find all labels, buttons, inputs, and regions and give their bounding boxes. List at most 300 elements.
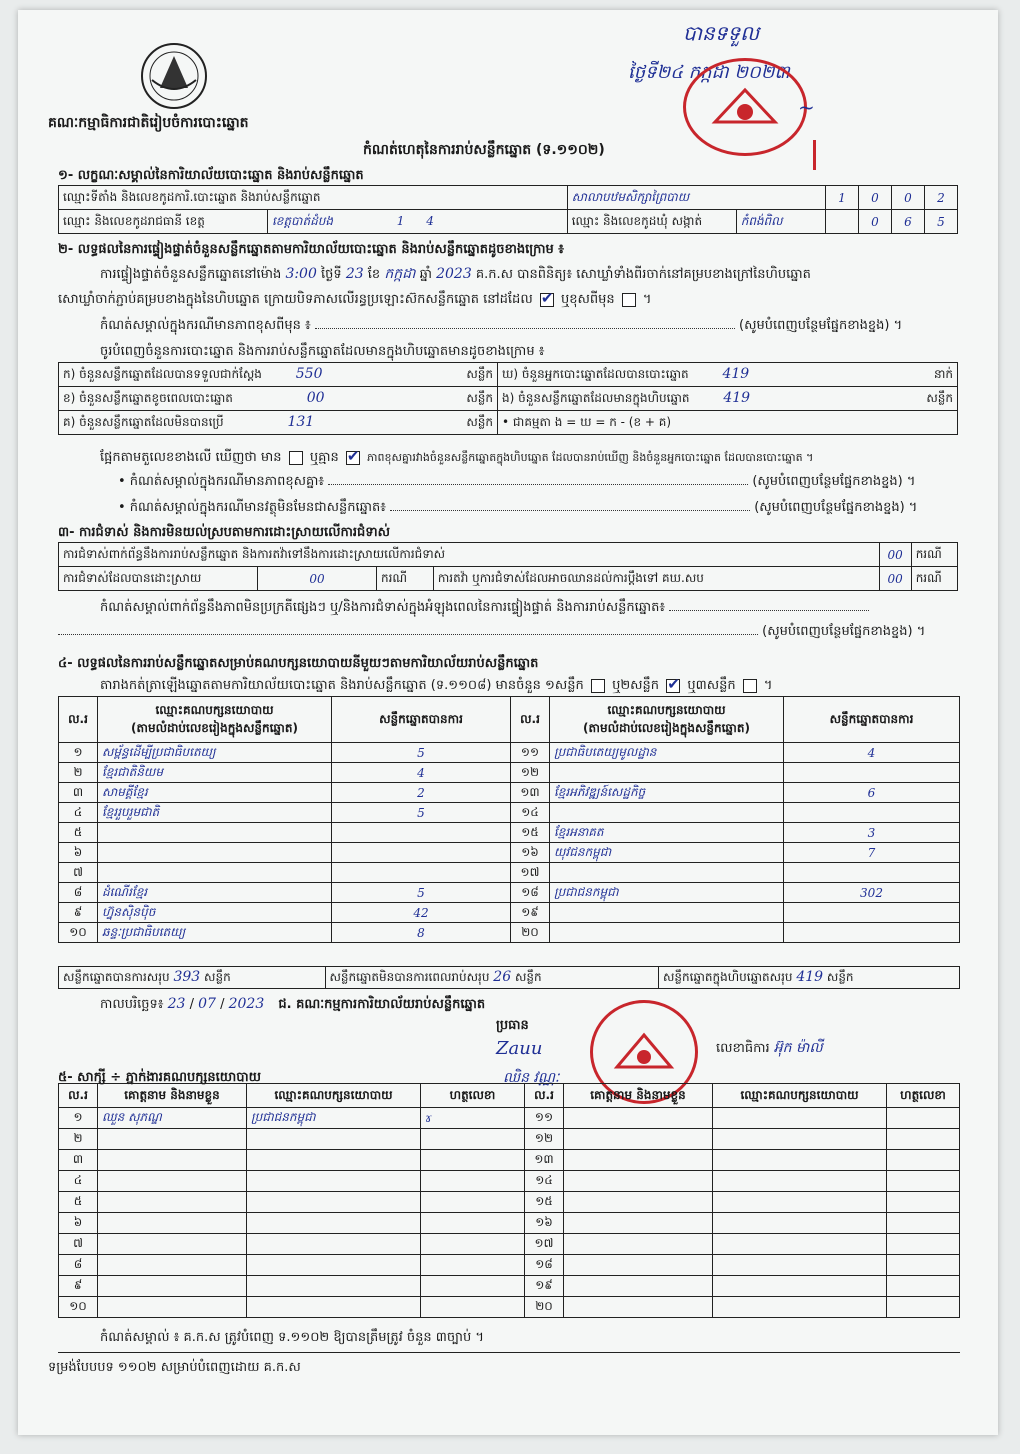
- count-kh-label: ខ) ចំនួនសន្លឹកឆ្នោតខូចពេលបោះឆ្នោត: [63, 390, 233, 405]
- date-line: កាលបរិច្ឆេទ៖ 23 / 07 / 2023 ជ. គណៈកម្មការការិយាល័យរាប់សន្លឹកឆ្នោត: [100, 996, 486, 1012]
- province-label: ឈ្មោះ និងលេខកូដរាជធានី ខេត្ត: [59, 210, 268, 234]
- w-party-left: [247, 1297, 421, 1318]
- w-row-no-right: ១៨: [525, 1255, 564, 1276]
- party-name-right: [550, 903, 784, 923]
- party-name-right: ខ្មែរអភិវឌ្ឍន៍សេដ្ឋកិច្ច: [550, 783, 784, 803]
- verify-time: 3:00: [285, 266, 317, 282]
- w-sign-right: [887, 1276, 960, 1297]
- results-row: [59, 803, 960, 823]
- count-g-label: គ) ចំនួនសន្លឹកឆ្នោតដែលមិនបានប្រើ: [63, 414, 224, 429]
- same-checkbox[interactable]: [540, 293, 554, 307]
- row-no-left: ៥: [59, 823, 98, 843]
- objection-r2-unit: ករណី: [377, 567, 434, 591]
- col-party-left: [98, 697, 332, 743]
- w-row-no-right: ១៣: [525, 1150, 564, 1171]
- footer-divider: [58, 1352, 960, 1353]
- w-sign-right: [887, 1129, 960, 1150]
- objection-r3-label: ការតវ៉ា ឬការជំទាស់ដែលអាចឈានដល់ការប្ដឹងទៅ គឃ.សប: [433, 567, 879, 591]
- party-name-left: សាមគ្គីខ្មែរ: [98, 783, 332, 803]
- w-row-no-right: ១៤: [525, 1171, 564, 1192]
- row-no-left: ៤: [59, 803, 98, 823]
- province-name: [268, 210, 568, 234]
- date-year: 2023: [228, 996, 265, 1012]
- row-no-right: ១៧: [511, 863, 550, 883]
- votes-right: [784, 923, 960, 943]
- counts-intro: ចូរបំពេញចំនួនការបោះឆ្នោត និងការរាប់សន្លឹកឆ្នោតដែលមានក្នុងហិបឆ្នោតមានដូចខាងក្រោម ៖: [100, 344, 545, 359]
- sheet2-checkbox[interactable]: [666, 679, 680, 693]
- section3-heading: ៣- ការជំទាស់ និងការមិនយល់ស្របតាមការដោះស្រាយលើការជំទាស់: [58, 525, 390, 540]
- date-month: 07: [198, 996, 216, 1012]
- party-name-left: សម្ព័ន្ធដើម្បីប្រជាធិបតេយ្យ: [98, 743, 332, 763]
- w-name-right: [564, 1297, 713, 1318]
- commune-code-1: 0: [859, 210, 892, 234]
- bullet-foreign-label: • កំណត់សម្គាល់ក្នុងករណីមានវត្ថុមិនមែនជាសន្លឹកឆ្នោត៖: [118, 500, 386, 515]
- station-name: សាលាបឋមសិក្សាព្រៃបាយ: [567, 186, 825, 210]
- w-row-no-left: ៣: [59, 1150, 98, 1171]
- party-name-right: ប្រជាធិបតេយ្យមូលដ្ឋាន: [550, 743, 784, 763]
- count-kh-unit: សន្លឹក: [466, 390, 493, 405]
- votes-left: [332, 823, 511, 843]
- w-name-left: [98, 1213, 247, 1234]
- verify-text-d: ឆ្នាំ: [419, 267, 432, 282]
- votes-right: 6: [784, 783, 960, 803]
- w-row-no-right: ១២: [525, 1129, 564, 1150]
- w-sign-left: [421, 1171, 525, 1192]
- chair-name: ឈិន វណ្ណៈ: [503, 1070, 560, 1086]
- changed-checkbox[interactable]: [622, 293, 636, 307]
- w-name-left: [98, 1150, 247, 1171]
- total-inbox-unit: សន្លឹក: [826, 969, 854, 984]
- verify-line: [100, 266, 811, 283]
- w-sign-right: [887, 1213, 960, 1234]
- objection-note-label: កំណត់សម្គាល់ពាក់ព័ន្ធនឹងភាពមិនប្រក្រតីផ្សេងៗ ឬ/និងការជំទាស់ក្នុងអំឡុងពេលនៃការផ្ទៀងផ្ទាត់ និងការរាប់សន្លឹកឆ្នោត៖: [100, 600, 666, 615]
- party-name-right: យុវជនកម្ពុជា: [550, 843, 784, 863]
- count-kh: [59, 387, 498, 411]
- votes-left: 2: [332, 783, 511, 803]
- w-party-left: [247, 1150, 421, 1171]
- votes-right: [784, 803, 960, 823]
- w-party-right: [713, 1213, 887, 1234]
- w-name-right: [564, 1108, 713, 1129]
- row-no-left: ៩: [59, 903, 98, 923]
- commune-code-3: 5: [925, 210, 958, 234]
- province-name-text: ខេត្តបាត់ដំបង: [272, 213, 333, 228]
- w-row-no-left: ២: [59, 1129, 98, 1150]
- w-col-party-left: ឈ្មោះគណបក្សនយោបាយ: [247, 1084, 421, 1108]
- w-party-right: [713, 1276, 887, 1297]
- date-day: 23: [167, 996, 186, 1012]
- row-no-right: ២០: [511, 923, 550, 943]
- has-diff-checkbox[interactable]: [289, 451, 303, 465]
- count-ng-value: 419: [723, 389, 751, 406]
- commission-name: គណៈកម្មាធិការជាតិរៀបចំការបោះឆ្នោត: [48, 115, 249, 131]
- total-inbox-label: សន្លឹកឆ្នោតក្នុងហិបឆ្នោតសរុប: [663, 969, 793, 984]
- votes-left: 5: [332, 743, 511, 763]
- col-party-left-title: ឈ្មោះគណបក្សនយោបាយ: [155, 702, 274, 717]
- count-ng-unit: សន្លឹក: [926, 390, 953, 405]
- votes-right: 302: [784, 883, 960, 903]
- secretary-line: [716, 1040, 823, 1057]
- col-party-right-title: ឈ្មោះគណបក្សនយោបាយ: [607, 702, 726, 717]
- total-inbox: [659, 967, 960, 989]
- col-party-right: [550, 697, 784, 743]
- w-row-no-right: ១៥: [525, 1192, 564, 1213]
- w-row-no-right: ១៧: [525, 1234, 564, 1255]
- row-no-left: ៧: [59, 863, 98, 883]
- commune-code-2: 6: [892, 210, 925, 234]
- results-row: [59, 823, 960, 843]
- footer-note: កំណត់សម្គាល់ ៖ គ.ក.ស ត្រូវបំពេញ ទ.១១០២ ឱ្យបានត្រឹមត្រូវ ចំនួន ៣ច្បាប់ ។: [100, 1330, 484, 1345]
- section5-heading: ៥- សាក្សី ÷ ភ្នាក់ងារគណបក្សនយោបាយ: [58, 1070, 261, 1085]
- count-gh-unit: នាក់: [933, 366, 953, 381]
- count-ng: [498, 387, 958, 411]
- lock-text: សោឃ្លាំចាក់ភ្ជាប់គម្របខាងក្នុងនៃហិបឆ្នោត ក្រោយបិទភាសលើរន្ធប្រឡោះស៊កសន្លឹកឆ្នោត នៅដដែល: [58, 292, 533, 307]
- count-kh-value: 00: [306, 389, 325, 406]
- station-code-3: 0: [892, 186, 925, 210]
- w-name-left: [98, 1171, 247, 1192]
- row-no-right: ១៣: [511, 783, 550, 803]
- col-no-left: ល.រ: [59, 697, 98, 743]
- w-party-right: [713, 1171, 887, 1192]
- w-name-left: [98, 1297, 247, 1318]
- party-name-left: ខ្មែរជាតិនិយម: [98, 763, 332, 783]
- votes-left: [332, 863, 511, 883]
- w-col-sign-left: ហត្ថលេខា: [421, 1084, 525, 1108]
- fill-more-1: (សូមបំពេញបន្ថែមផ្នែកខាងខ្នង) ។: [739, 318, 903, 333]
- count-gh-label: ឃ) ចំនួនអ្នកបោះឆ្នោតដែលបានបោះឆ្នោត: [502, 366, 689, 381]
- totals-table: [58, 966, 960, 989]
- w-name-right: [564, 1276, 713, 1297]
- w-sign-right: [887, 1108, 960, 1129]
- row-no-left: ១០: [59, 923, 98, 943]
- received-date: ថ្ងៃទី២៤ កក្កដា ២០២៣: [628, 62, 790, 83]
- w-party-right: [713, 1108, 887, 1129]
- w-name-left: [98, 1234, 247, 1255]
- row-no-right: ១៦: [511, 843, 550, 863]
- w-name-right: [564, 1171, 713, 1192]
- witness-row: [59, 1108, 960, 1129]
- w-sign-right: [887, 1297, 960, 1318]
- bullet-diff-label: • កំណត់សម្គាល់ក្នុងករណីមានភាពខុសគ្នា៖: [118, 474, 325, 489]
- receiver-signature: ~: [798, 95, 815, 119]
- objection-r3-unit: ករណី: [911, 567, 957, 591]
- diff-text-a: ផ្អែកតាមតួលេខខាងលើ ឃើញថា មាន: [100, 450, 282, 465]
- w-row-no-left: ១: [59, 1108, 98, 1129]
- verify-text-e: គ.ក.ស បានពិនិត្យ៖ សោឃ្លាំទាំងពីរចាក់នៅគម្របខាងក្រៅនៃហិបឆ្នោត: [475, 267, 811, 282]
- results-row: [59, 783, 960, 803]
- form-page: [18, 10, 998, 1435]
- objection-r2-value: 00: [258, 567, 377, 591]
- row-no-left: ៦: [59, 843, 98, 863]
- w-party-right: [713, 1255, 887, 1276]
- col-votes-right: សន្លឹកឆ្នោតបានការ: [784, 697, 960, 743]
- w-party-left: [247, 1276, 421, 1297]
- w-party-left: [247, 1213, 421, 1234]
- section4-heading: ៤- លទ្ធផលនៃការរាប់សន្លឹកឆ្នោតសម្រាប់គណបក្សនយោបាយនីមួយៗតាមការិយាល័យរាប់សន្លឹកឆ្នោត: [58, 656, 539, 671]
- total-invalid-value: 26: [493, 968, 512, 985]
- count-ng-label: ង) ចំនួនសន្លឹកឆ្នោតដែលមានក្នុងហិបឆ្នោត: [502, 390, 690, 405]
- w-name-left: [98, 1255, 247, 1276]
- votes-left: 8: [332, 923, 511, 943]
- col-party-right-sub: (តាមលំដាប់លេខរៀងក្នុងសន្លឹកឆ្នោត): [583, 720, 750, 735]
- objection-r1-label: ការជំទាស់ពាក់ព័ន្ធនឹងការរាប់សន្លឹកឆ្នោត និងការតវ៉ាទៅនឹងការដោះស្រាយលើការជំទាស់: [59, 543, 880, 567]
- w-sign-left: [421, 1129, 525, 1150]
- party-name-left: ខ្មែររួបរួមជាតិ: [98, 803, 332, 823]
- verify-text-c: ខែ: [367, 267, 381, 282]
- party-name-left: [98, 823, 332, 843]
- bullet-foreign: [118, 500, 960, 516]
- footer-form: ទម្រង់បែបបទ ១១០២ សម្រាប់បំពេញដោយ គ.ក.ស: [48, 1360, 301, 1375]
- votes-left: 42: [332, 903, 511, 923]
- w-sign-right: [887, 1255, 960, 1276]
- witness-row: [59, 1234, 960, 1255]
- note-diff-line: [100, 318, 960, 334]
- party-name-right: [550, 863, 784, 883]
- results-row: [59, 843, 960, 863]
- w-sign-right: [887, 1171, 960, 1192]
- sheet2-label: ឬ២សន្លឹក: [612, 678, 660, 693]
- w-row-no-left: ១០: [59, 1297, 98, 1318]
- w-name-right: [564, 1234, 713, 1255]
- party-name-right: ខ្មែរអនាគត: [550, 823, 784, 843]
- col-party-left-sub: (តាមលំដាប់លេខរៀងក្នុងសន្លឹកឆ្នោត): [131, 720, 298, 735]
- party-name-right: [550, 803, 784, 823]
- w-party-left: [247, 1255, 421, 1276]
- w-name-left: [98, 1276, 247, 1297]
- w-name-left: [98, 1129, 247, 1150]
- w-col-sign-right: ហត្ថលេខា: [887, 1084, 960, 1108]
- received-stamp: [683, 58, 807, 156]
- w-row-no-right: ១៦: [525, 1213, 564, 1234]
- results-row: [59, 763, 960, 783]
- witness-row: [59, 1129, 960, 1150]
- objection-r1-unit: ករណី: [911, 543, 957, 567]
- row-no-right: ១៤: [511, 803, 550, 823]
- votes-right: [784, 903, 960, 923]
- verify-year: 2023: [436, 266, 472, 282]
- w-name-left: [98, 1192, 247, 1213]
- station-code-4: 2: [925, 186, 958, 210]
- w-col-name-right: គោត្តនាម និងនាមខ្លួន: [564, 1084, 713, 1108]
- results-row: [59, 863, 960, 883]
- verify-text-a: ការផ្ទៀងផ្ទាត់ចំនួនសន្លឹកឆ្នោតនៅម៉ោង: [100, 267, 282, 282]
- diff-line: [100, 450, 813, 466]
- row-no-right: ១២: [511, 763, 550, 783]
- diff-text-b: ឬគ្មាន: [309, 450, 339, 465]
- count-g: [59, 411, 498, 435]
- w-party-left: [247, 1129, 421, 1150]
- votes-right: 4: [784, 743, 960, 763]
- total-valid-value: 393: [173, 968, 201, 985]
- results-row: [59, 883, 960, 903]
- station-id-table: [58, 185, 958, 234]
- count-k: [59, 363, 498, 387]
- row-no-right: ១៩: [511, 903, 550, 923]
- note-diff-label: កំណត់សម្គាល់ក្នុងករណីមានភាពខុសពីមុន ៖: [100, 318, 311, 333]
- total-invalid-unit: សន្លឹក: [514, 969, 542, 984]
- commune-name: កំពង់ពិល: [736, 210, 825, 234]
- w-party-right: [713, 1192, 887, 1213]
- witness-row: [59, 1192, 960, 1213]
- votes-right: [784, 763, 960, 783]
- w-row-no-left: ៤: [59, 1171, 98, 1192]
- commune-label: ឈ្មោះ និងលេខកូដឃុំ សង្កាត់: [567, 210, 736, 234]
- sheet3-checkbox[interactable]: [743, 679, 757, 693]
- no-diff-checkbox[interactable]: [346, 451, 360, 465]
- col-no-right: ល.រ: [511, 697, 550, 743]
- results-row: [59, 923, 960, 943]
- province-code-1: 1: [396, 213, 405, 228]
- party-name-left: ដំណើរខ្មែរ: [98, 883, 332, 903]
- commune-code-blank: [826, 210, 859, 234]
- votes-right: 3: [784, 823, 960, 843]
- sheet-count-line: តារាងកត់ត្រាឡើងឆ្នោតតាមការិយាល័យបោះឆ្នោត និងរាប់សន្លឹកឆ្នោត (ទ.១១០៨) មានចំនួន ១សន្លឹក ឬ២សន្លឹក ✔ ឬ៣សន្លឹក ។: [100, 678, 772, 694]
- row-no-right: ១៥: [511, 823, 550, 843]
- w-party-left: ប្រជាជនកម្ពុជា: [247, 1108, 421, 1129]
- verify-text-b: ថ្ងៃទី: [321, 267, 342, 282]
- sheet1-checkbox[interactable]: [591, 679, 605, 693]
- w-party-right: [713, 1150, 887, 1171]
- diff-text-c: ភាពខុសគ្នារវាងចំនួនសន្លឹកឆ្នោតក្នុងហិបឆ្នោត ដែលបានរាប់ឃើញ និងចំនួនអ្នកបោះឆ្នោត ដែលបានបោះឆ្នោត ។: [367, 451, 814, 464]
- witness-row: [59, 1171, 960, 1192]
- witness-row: [59, 1297, 960, 1318]
- w-party-right: [713, 1234, 887, 1255]
- red-mark: [813, 140, 816, 170]
- witness-row: [59, 1213, 960, 1234]
- changed-label: ឬខុសពីមុន: [560, 292, 615, 307]
- results-row: [59, 743, 960, 763]
- party-name-left: ឆន្ទៈប្រជាធិបតេយ្យ: [98, 923, 332, 943]
- witness-row: [59, 1276, 960, 1297]
- w-sign-left: ɤ: [421, 1108, 525, 1129]
- w-sign-right: [887, 1150, 960, 1171]
- w-name-right: [564, 1213, 713, 1234]
- w-row-no-left: ៩: [59, 1276, 98, 1297]
- row-no-right: ១៨: [511, 883, 550, 903]
- objection-r3-value: 00: [879, 567, 911, 591]
- votes-left: 5: [332, 803, 511, 823]
- received-note: បានទទួល: [683, 21, 760, 45]
- chair-label: ប្រធាន: [496, 1018, 529, 1033]
- section1-heading: ១- លក្ខណៈសម្គាល់នៃការិយាល័យបោះឆ្នោត និងរាប់សន្លឹកឆ្នោត: [58, 168, 364, 183]
- w-party-left: [247, 1192, 421, 1213]
- total-invalid: [325, 967, 659, 989]
- sheet-count-text: តារាងកត់ត្រាឡើងឆ្នោតតាមការិយាល័យបោះឆ្នោត និងរាប់សន្លឹកឆ្នោត (ទ.១១០៨) មានចំនួន ១សន្លឹក: [100, 678, 584, 693]
- w-party-right: [713, 1297, 887, 1318]
- total-valid: [59, 967, 326, 989]
- section2-heading: ២- លទ្ធផលនៃការផ្ទៀងផ្ទាត់ចំនួនសន្លឹកឆ្នោតតាមការិយាល័យបោះឆ្នោត និងរាប់សន្លឹកឆ្នោតដូចខាងក្រោម ៖: [58, 242, 564, 257]
- total-inbox-value: 419: [796, 968, 824, 985]
- row-no-left: ១: [59, 743, 98, 763]
- w-party-left: [247, 1171, 421, 1192]
- w-sign-left: [421, 1297, 525, 1318]
- w-name-right: [564, 1255, 713, 1276]
- w-sign-left: [421, 1192, 525, 1213]
- votes-left: 4: [332, 763, 511, 783]
- w-sign-left: [421, 1213, 525, 1234]
- w-row-no-right: ១៩: [525, 1276, 564, 1297]
- total-valid-unit: សន្លឹក: [204, 969, 231, 984]
- row-no-left: ២: [59, 763, 98, 783]
- count-k-label: ក) ចំនួនសន្លឹកឆ្នោតដែលបានទទួលជាក់ស្តែង: [63, 366, 262, 381]
- province-code-2: 4: [426, 213, 434, 228]
- row-no-left: ៣: [59, 783, 98, 803]
- date-label: កាលបរិច្ឆេទ៖: [100, 997, 164, 1012]
- w-row-no-right: ១១: [525, 1108, 564, 1129]
- row-no-right: ១១: [511, 743, 550, 763]
- w-name-right: [564, 1192, 713, 1213]
- objection-r2-label: ការជំទាស់ដែលបានដោះស្រាយ: [59, 567, 258, 591]
- w-row-no-left: ៦: [59, 1213, 98, 1234]
- votes-right: [784, 863, 960, 883]
- secretary-label: លេខាធិការ: [716, 1041, 770, 1056]
- nec-logo: [138, 40, 210, 112]
- verify-day: 23: [345, 266, 364, 282]
- w-sign-right: [887, 1192, 960, 1213]
- committee-label: ជ. គណៈកម្មការការិយាល័យរាប់សន្លឹកឆ្នោត: [278, 997, 486, 1012]
- witness-row: [59, 1255, 960, 1276]
- witness-row: [59, 1150, 960, 1171]
- party-name-right: ប្រជាជនកម្ពុជា: [550, 883, 784, 903]
- w-row-no-left: ៧: [59, 1234, 98, 1255]
- votes-right: 7: [784, 843, 960, 863]
- count-k-unit: សន្លឹក: [466, 366, 493, 381]
- party-name-left: [98, 863, 332, 883]
- w-sign-left: [421, 1234, 525, 1255]
- w-sign-left: [421, 1276, 525, 1297]
- count-g-value: 131: [287, 413, 315, 430]
- w-sign-left: [421, 1255, 525, 1276]
- party-name-right: [550, 923, 784, 943]
- fill-more-3: (សូមបំពេញបន្ថែមផ្នែកខាងខ្នង) ។: [754, 500, 918, 515]
- w-col-party-right: ឈ្មោះគណបក្សនយោបាយ: [713, 1084, 887, 1108]
- w-name-left: ឈួន សុភណ្ឌ: [98, 1108, 247, 1129]
- w-col-no-right: ល.រ: [525, 1084, 564, 1108]
- witness-table: [58, 1083, 960, 1318]
- sheet3-label: ឬ៣សន្លឹក: [687, 678, 736, 693]
- secretary-name: អ៊ុក ម៉ាលី: [773, 1040, 823, 1056]
- count-k-value: 550: [295, 365, 323, 382]
- w-row-no-left: ៨: [59, 1255, 98, 1276]
- count-gh: [498, 363, 958, 387]
- chair-signature: Zauu: [496, 1038, 543, 1059]
- party-results-table: [58, 696, 960, 943]
- w-col-name-left: គោត្តនាម និងនាមខ្លួន: [98, 1084, 247, 1108]
- station-code-2: 0: [859, 186, 892, 210]
- bullet-diff: [118, 474, 960, 490]
- w-sign-left: [421, 1150, 525, 1171]
- w-name-right: [564, 1150, 713, 1171]
- votes-left: 5: [332, 883, 511, 903]
- w-row-no-right: ២០: [525, 1297, 564, 1318]
- party-name-right: [550, 763, 784, 783]
- fill-more-4: (សូមបំពេញបន្ថែមផ្នែកខាងខ្នង) ។: [762, 624, 926, 639]
- count-gh-value: 419: [722, 365, 750, 382]
- party-name-left: [98, 843, 332, 863]
- w-party-left: [247, 1234, 421, 1255]
- votes-left: [332, 843, 511, 863]
- formula: • ជាគម្មតា ង = ឃ = ក - (ខ + គ): [498, 411, 958, 435]
- objection-note: [100, 600, 869, 616]
- total-invalid-label: សន្លឹកឆ្នោតមិនបានការពេលរាប់សរុប: [329, 969, 490, 984]
- w-party-right: [713, 1129, 887, 1150]
- party-name-left: ហ្វ៊ុនស៊ិនប៉ិច: [98, 903, 332, 923]
- verify-month: កក្កដា: [384, 266, 416, 282]
- station-label: ឈ្មោះទីតាំង និងលេខកូដការិ.បោះឆ្នោត និងរាប់សន្លឹកឆ្នោត: [59, 186, 568, 210]
- results-row: [59, 903, 960, 923]
- fill-more-2: (សូមបំពេញបន្ថែមផ្នែកខាងខ្នង) ។: [752, 474, 916, 489]
- objection-note-line2: [58, 624, 960, 640]
